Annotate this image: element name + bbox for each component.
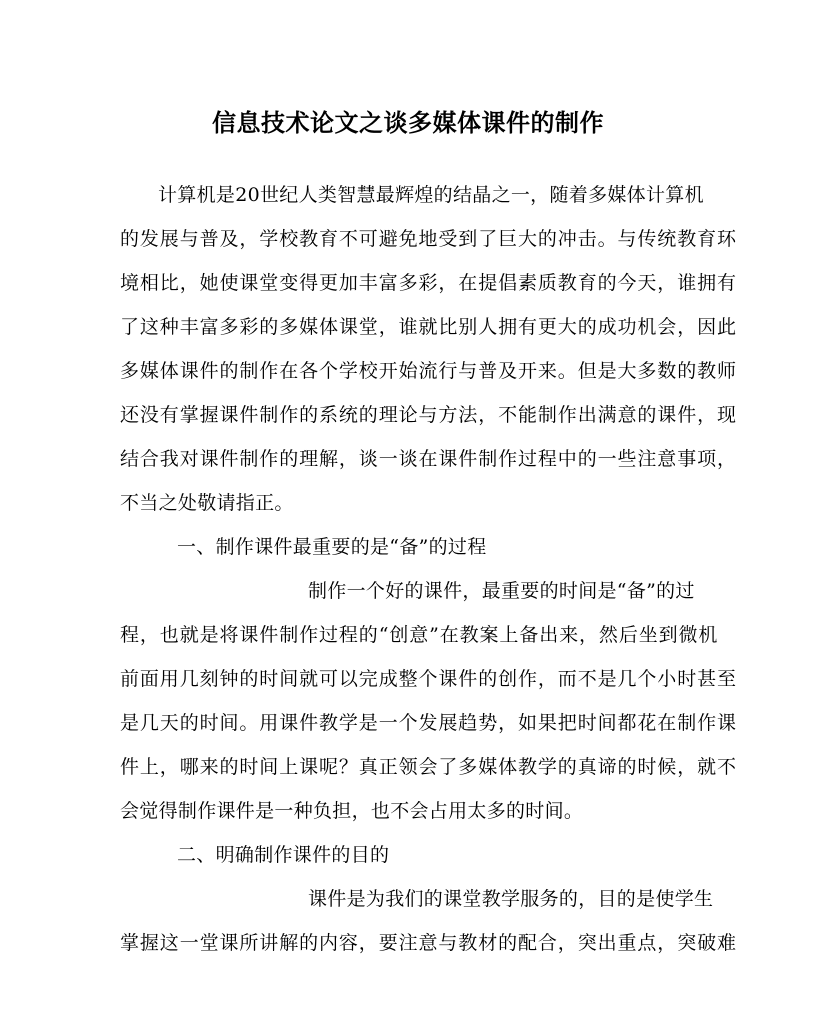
paragraph-line: 境相比，她使课堂变得更加丰富多彩，在提倡素质教育的今天，谁拥有 [120, 272, 737, 294]
paragraph-line: 掌握这一堂课所讲解的内容，要注意与教材的配合，突出重点，突破难 [120, 932, 737, 954]
paragraph-line: 多媒体课件的制作在各个学校开始流行与普及开来。但是大多数的教师 [120, 360, 737, 382]
paragraph-line: 还没有掌握课件制作的系统的理论与方法，不能制作出满意的课件，现 [120, 404, 737, 426]
paragraph-line: 会觉得制作课件是一种负担，也不会占用太多的时间。 [120, 800, 584, 822]
paragraph-line: 不当之处敬请指正。 [120, 492, 294, 514]
paragraph-line: 结合我对课件制作的理解，谈一谈在课件制作过程中的一些注意事项， [120, 448, 737, 470]
document-title: 信息技术论文之谈多媒体课件的制作 [212, 108, 604, 137]
paragraph-line: 程，也就是将课件制作过程的“创意”在教案上备出来，然后坐到微机 [120, 624, 719, 646]
section-heading: 一、制作课件最重要的是“备”的过程 [177, 536, 487, 558]
paragraph-line: 课件是为我们的课堂教学服务的，目的是使学生 [308, 888, 714, 910]
paragraph-line: 前面用几刻钟的时间就可以完成整个课件的创作，而不是几个小时甚至 [120, 668, 737, 690]
paragraph-line: 件上，哪来的时间上课呢？真正领会了多媒体教学的真谛的时候，就不 [120, 756, 737, 778]
paragraph-line: 了这种丰富多彩的多媒体课堂，谁就比别人拥有更大的成功机会，因此 [120, 316, 737, 338]
paragraph-line: 计算机是20世纪人类智慧最辉煌的结晶之一，随着多媒体计算机 [158, 184, 704, 206]
paragraph-line: 制作一个好的课件，最重要的时间是“备”的过 [308, 580, 695, 602]
paragraph-line: 的发展与普及，学校教育不可避免地受到了巨大的冲击。与传统教育环 [120, 228, 737, 250]
paragraph-line: 是几天的时间。用课件教学是一个发展趋势，如果把时间都花在制作课 [120, 712, 737, 734]
section-heading: 二、明确制作课件的目的 [177, 844, 390, 866]
